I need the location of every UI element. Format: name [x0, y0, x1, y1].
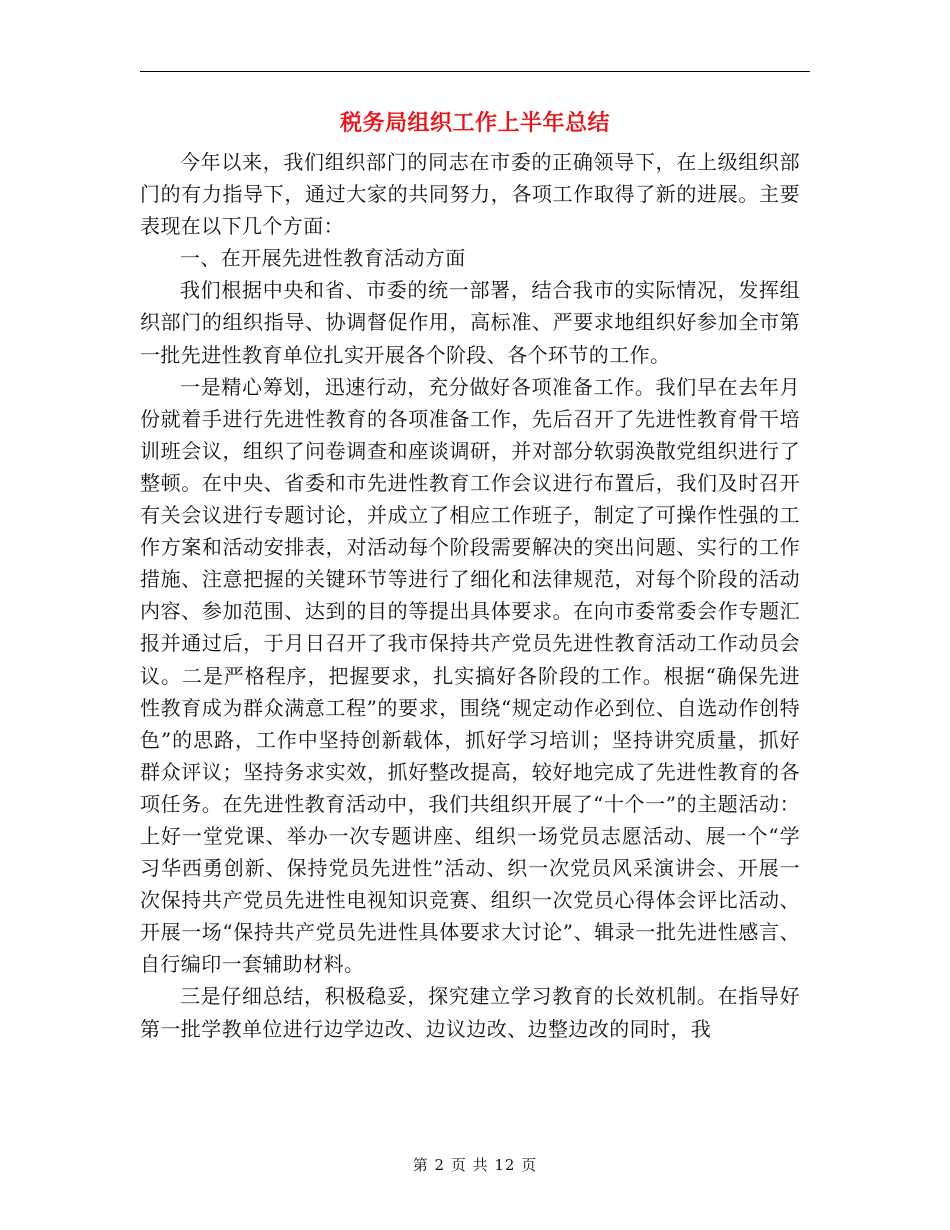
- section-heading: 一、在开展先进性教育活动方面: [180, 246, 466, 271]
- body-paragraph: 三是仔细总结，积极稳妥，探究建立学习教育的长效机制。在指导好第一批学教单位进行边学边改、边议边改、边整边改的同时，我: [140, 984, 800, 1041]
- body-paragraph: 我们根据中央和省、市委的统一部署，结合我市的实际情况，发挥组织部门的组织指导、协调督促作用，高标准、严要求地组织好参加全市第一批先进性教育单位扎实开展各个阶段、各个环节的工作。: [140, 278, 800, 367]
- body-paragraph: 一是精心筹划，迅速行动，充分做好各项准备工作。我们早在去年月份就着手进行先进性教育的各项准备工作，先后召开了先进性教育骨干培训班会议，组织了问卷调查和座谈调研，并对部分软弱涣散党组织进行了整顿。在中央、省委和市先进性教育工作会议进行布置后，我们及时召开有关会议进行专题讨论，并成立了相应工作班子，制定了可操作性强的工作方案和活动安排表，对活动每个阶段需要解决的突出问题、实行的工作措施、注意把握的关键环节等进行了细化和法律规范，对每个阶段的活动内容、参加范围、达到的目的等提出具体要求。在向市委常委会作专题汇报并通过后，于月日召开了我市保持共产党员先进性教育活动工作动员会议。二是严格程序，把握要求，扎实搞好各阶段的工作。根据“确保先进性教育成为群众满意工程”的要求，围绕“规定动作必到位、自选动作创特色”的思路，工作中坚持创新载体，抓好学习培训；坚持讲究质量，抓好群众评议；坚持务求实效，抓好整改提高，较好地完成了先进性教育的各项任务。在先进性教育活动中，我们共组织开展了“十个一”的主题活动：上好一堂党课、举办一次专题讲座、组织一场党员志愿活动、展一个“学习华西勇创新、保持党员先进性”活动、织一次党员风采演讲会、开展一次保持共产党员先进性电视知识竞赛、组织一次党员心得体会评比活动、开展一场“保持共产党员先进性具体要求大讨论”、辑录一批先进性感言、自行编印一套辅助材料。: [140, 374, 800, 977]
- document-title: 税务局组织工作上半年总结: [339, 111, 610, 136]
- body-paragraph: 今年以来，我们组织部门的同志在市委的正确领导下，在上级组织部门的有力指导下，通过大家的共同努力，各项工作取得了新的进展。主要表现在以下几个方面：: [140, 150, 800, 239]
- header-rule: [140, 71, 810, 72]
- page-number-footer: 第 2 页 共 12 页: [412, 1156, 538, 1174]
- document-body: [140, 146, 800, 1045]
